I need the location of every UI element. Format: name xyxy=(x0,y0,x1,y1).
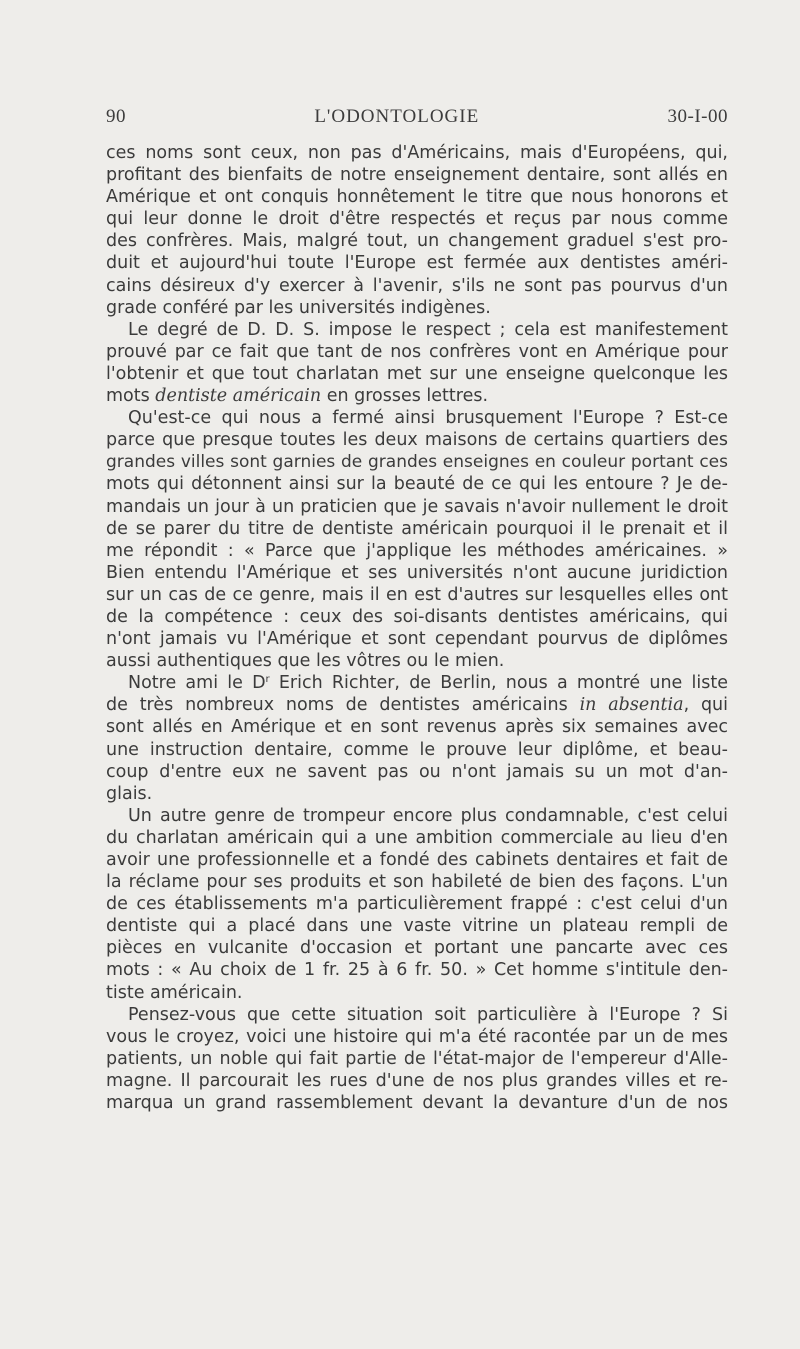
text-line: mots : « Au choix de 1 fr. 25 à 6 fr. 50. » Cet homme s'intitule den- xyxy=(106,960,728,981)
text-line: pièces en vulcanite d'occasion et portant une pancarte avec ces xyxy=(106,938,728,959)
page-number: 90 xyxy=(106,106,126,127)
text-line: l'obtenir et que tout charlatan met sur une enseigne quelconque les xyxy=(106,363,728,384)
text-line: Bien entendu l'Amérique et ses universités n'ont aucune juridiction xyxy=(106,562,728,583)
text-line: me répondit : « Parce que j'applique les méthodes américaines. » xyxy=(106,540,728,561)
text-line: du charlatan américain qui a une ambition commerciale au lieu d'en xyxy=(106,827,728,848)
text-line: patients, un noble qui fait partie de l'état-major de l'empereur d'Alle- xyxy=(106,1048,728,1069)
text-segment: de très nombreux noms de dentistes américains xyxy=(106,695,580,716)
text-line: marqua un grand rassemblement devant la devanture d'un de nos xyxy=(106,1093,728,1114)
text-line-mixed xyxy=(106,672,728,694)
text-line: coup d'entre eux ne savent pas ou n'ont jamais su un mot d'an- xyxy=(106,761,728,782)
text-line: la réclame pour ses produits et son habileté de bien des façons. L'un xyxy=(106,872,728,893)
text-line: sont allés en Amérique et en sont revenus après six semaines avec xyxy=(106,717,728,738)
text-segment: , qui xyxy=(683,695,729,716)
body-text xyxy=(106,142,728,1114)
text-line: grade conféré par les universités indigènes. xyxy=(106,297,491,318)
text-line: cains désireux d'y exercer à l'avenir, s'ils ne sont pas pourvus d'un xyxy=(106,275,728,296)
italic-phrase: dentiste américain xyxy=(155,386,322,407)
text-line: une instruction dentaire, comme le prouve leur diplôme, et beau- xyxy=(106,739,728,760)
italic-phrase: in absentia xyxy=(579,695,684,716)
text-line: mandais un jour à un praticien que je savais n'avoir nullement le droit xyxy=(106,496,728,517)
text-line: Le degré de D. D. S. impose le respect ; cela est manifestement xyxy=(128,319,728,340)
text-line: qui leur donne le droit d'être respectés et reçus par nous comme xyxy=(106,209,728,230)
text-line: Pensez-vous que cette situation soit particulière à l'Europe ? Si xyxy=(128,1004,728,1025)
text-line: sur un cas de ce genre, mais il en est d'autres sur lesquelles elles ont xyxy=(106,584,728,605)
text-segment: mots xyxy=(106,386,156,407)
text-line: de se parer du titre de dentiste américain pourquoi il le prenait et il xyxy=(106,518,728,539)
text-line: mots qui détonnent ainsi sur la beauté de ce qui les entoure ? Je de- xyxy=(106,474,728,495)
text-line: ces noms sont ceux, non pas d'Américains, mais d'Européens, qui, xyxy=(106,143,728,163)
text-line: Qu'est-ce qui nous a fermé ainsi brusquement l'Europe ? Est-ce xyxy=(128,408,728,429)
superscript: r xyxy=(265,674,270,686)
journal-title: L'ODONTOLOGIE xyxy=(314,106,480,127)
text-segment: Notre ami le D xyxy=(128,673,266,694)
text-line: parce que presque toutes les deux maisons de certains quartiers des xyxy=(106,430,728,451)
text-line: n'ont jamais vu l'Amérique et sont cependant pourvus de diplômes xyxy=(106,629,728,650)
text-segment: Erich Richter, de Berlin, nous a montré une liste xyxy=(269,673,728,694)
text-line: tiste américain. xyxy=(106,982,243,1003)
text-line: de ces établissements m'a particulièrement frappé : c'est celui d'un xyxy=(106,894,728,915)
issue-date: 30-I-00 xyxy=(667,106,728,127)
text-line: glais. xyxy=(106,783,153,804)
text-line: grandes villes sont garnies de grandes enseignes en couleur portant ces xyxy=(106,452,728,473)
text-line: magne. Il parcourait les rues d'une de nos plus grandes villes et re- xyxy=(106,1070,728,1091)
text-line-mixed xyxy=(106,694,728,716)
text-line: aussi authentiques que les vôtres ou le mien. xyxy=(106,651,505,672)
text-line: vous le croyez, voici une histoire qui m'a été racontée par un de mes xyxy=(106,1026,728,1047)
text-line: des confrères. Mais, malgré tout, un changement graduel s'est pro- xyxy=(106,231,728,252)
text-segment: en grosses lettres. xyxy=(321,386,489,407)
running-header xyxy=(106,106,728,128)
text-line-mixed xyxy=(106,385,728,407)
text-line: Un autre genre de trompeur encore plus condamnable, c'est celui xyxy=(128,805,728,826)
text-line: avoir une professionnelle et a fondé des cabinets dentaires et fait de xyxy=(106,850,728,870)
text-line: prouvé par ce fait que tant de nos confrères vont en Amérique pour xyxy=(106,341,728,362)
text-line: duit et aujourd'hui toute l'Europe est fermée aux dentistes améri- xyxy=(106,253,728,274)
text-line: Amérique et ont conquis honnêtement le titre que nous honorons et xyxy=(106,187,728,208)
text-line: profitant des bienfaits de notre enseignement dentaire, sont allés en xyxy=(106,165,728,186)
text-line: de la compétence : ceux des soi-disants dentistes américains, qui xyxy=(106,606,728,627)
text-line: dentiste qui a placé dans une vaste vitrine un plateau rempli de xyxy=(106,916,728,937)
